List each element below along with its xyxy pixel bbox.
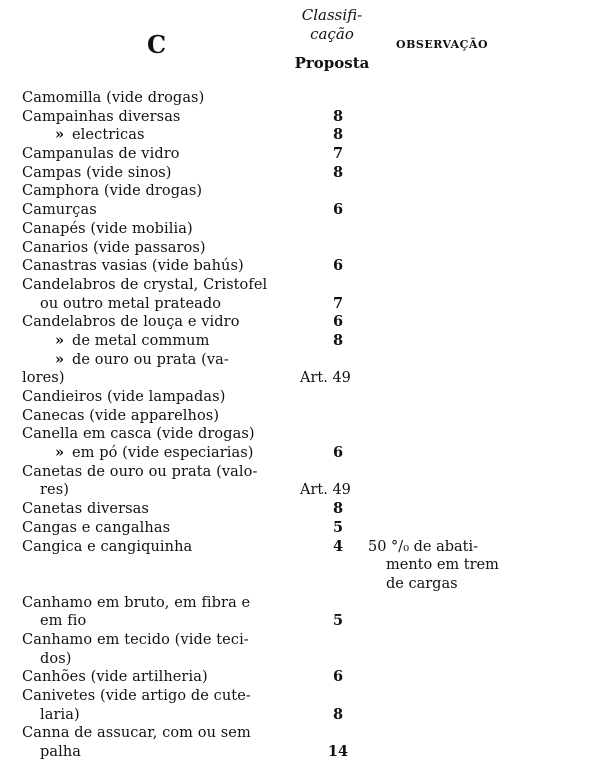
classification-value: 14	[327, 743, 349, 761]
item-name: em pó (vide especiarias)	[72, 445, 254, 462]
item-name: Canhamo em bruto, em fibra e	[22, 594, 251, 611]
list-item	[0, 351, 600, 370]
list-item	[0, 481, 600, 500]
classification-value: 8	[332, 331, 344, 349]
classification-value: 7	[332, 145, 344, 163]
item-name: Cangica e cangiquinha	[22, 538, 193, 555]
classification-line-1: Classifi-	[301, 6, 363, 24]
classification-value: 8	[332, 126, 344, 144]
ditto-mark: »	[55, 126, 65, 144]
classification-value: 7	[332, 294, 344, 312]
classification-value: 8	[332, 163, 344, 181]
ditto-mark: »	[55, 444, 65, 462]
item-name: Canecas (vide apparelhos)	[22, 407, 220, 424]
classification-value: 6	[332, 201, 344, 219]
list-item	[0, 631, 600, 650]
ditto-mark: »	[55, 331, 65, 349]
observacao-header: OBSERVAÇÃO	[396, 38, 489, 51]
list-item	[0, 425, 600, 444]
list-item	[0, 519, 600, 538]
tariff-list	[0, 89, 600, 762]
list-item	[0, 276, 600, 295]
item-name: Canarios (vide passaros)	[22, 239, 206, 256]
item-name: Canna de assucar, com ou sem	[22, 725, 251, 742]
item-name: Candelabros de crystal, Cristofel	[22, 276, 268, 293]
list-item	[0, 164, 600, 183]
classification-value: 4	[332, 537, 344, 555]
item-name: Canapés (vide mobilia)	[22, 220, 193, 237]
section-letter: C	[147, 30, 167, 59]
classification-value: 8	[332, 107, 344, 125]
list-item	[0, 126, 600, 145]
list-item	[0, 257, 600, 276]
proposta-header: Proposta	[294, 54, 370, 72]
classification-value: Art. 49	[300, 370, 351, 387]
item-name: ou outro metal prateado	[40, 295, 222, 312]
observation-text: 50 °/₀ de abati-	[368, 538, 479, 555]
classification-value: 8	[332, 500, 344, 518]
item-name: Canastras vasias (vide bahús)	[22, 258, 244, 275]
list-item	[0, 220, 600, 239]
list-item	[0, 668, 600, 687]
classification-value: Art. 49	[300, 482, 351, 499]
item-name: Canetas de ouro ou prata (valo-	[22, 463, 258, 480]
list-item	[0, 556, 600, 575]
list-item	[0, 612, 600, 631]
item-name: laria)	[40, 706, 80, 723]
item-name: Candelabros de louça e vidro	[22, 314, 240, 331]
list-item	[0, 295, 600, 314]
list-item	[0, 687, 600, 706]
list-item	[0, 706, 600, 725]
classification-line-2: cação	[310, 25, 354, 43]
list-item	[0, 108, 600, 127]
list-item	[0, 388, 600, 407]
classification-value: 6	[332, 444, 344, 462]
item-name: electricas	[72, 127, 145, 144]
list-item	[0, 313, 600, 332]
classification-value: 6	[332, 668, 344, 686]
ditto-mark: »	[55, 350, 65, 368]
item-name: Canhões (vide artilheria)	[22, 669, 208, 686]
item-name: dos)	[40, 650, 72, 667]
list-item	[0, 89, 600, 108]
list-item	[0, 594, 600, 613]
list-item	[0, 500, 600, 519]
classification-header	[292, 6, 372, 44]
item-name: Campainhas diversas	[22, 108, 181, 125]
item-name: de ouro ou prata (va-	[72, 351, 229, 368]
list-item	[0, 145, 600, 164]
item-name: Canella em casca (vide drogas)	[22, 426, 255, 443]
list-item	[0, 743, 600, 762]
item-name: Canetas diversas	[22, 501, 149, 518]
classification-value: 5	[332, 612, 344, 630]
list-item	[0, 369, 600, 388]
item-name: Camphora (vide drogas)	[22, 183, 203, 200]
item-name: Cangas e cangalhas	[22, 519, 171, 536]
list-item	[0, 182, 600, 201]
list-item	[0, 407, 600, 426]
item-name: de metal commum	[72, 332, 210, 349]
item-name: palha	[40, 744, 82, 761]
item-name: Camurças	[22, 202, 97, 219]
item-name: Candieiros (vide lampadas)	[22, 389, 226, 405]
observation-text: de cargas	[386, 575, 458, 592]
list-item	[0, 575, 600, 594]
classification-value: 6	[332, 313, 344, 331]
item-name: res)	[40, 482, 70, 499]
classification-value: 5	[332, 518, 344, 536]
item-name: lores)	[22, 370, 65, 387]
list-item	[0, 724, 600, 743]
item-name: Campas (vide sinos)	[22, 164, 172, 181]
list-item	[0, 239, 600, 258]
list-item	[0, 444, 600, 463]
classification-value: 6	[332, 257, 344, 275]
list-item	[0, 650, 600, 669]
list-item	[0, 332, 600, 351]
list-item	[0, 463, 600, 482]
item-name: Canhamo em tecido (vide teci-	[22, 631, 249, 648]
item-name: em fio	[40, 613, 87, 630]
item-name: Canivetes (vide artigo de cute-	[22, 688, 251, 704]
classification-value: 8	[332, 705, 344, 723]
list-item	[0, 201, 600, 220]
observation-text: mento em trem	[386, 557, 499, 574]
item-name: Campanulas de vidro	[22, 146, 180, 163]
list-item	[0, 538, 600, 557]
item-name: Camomilla (vide drogas)	[22, 90, 205, 106]
